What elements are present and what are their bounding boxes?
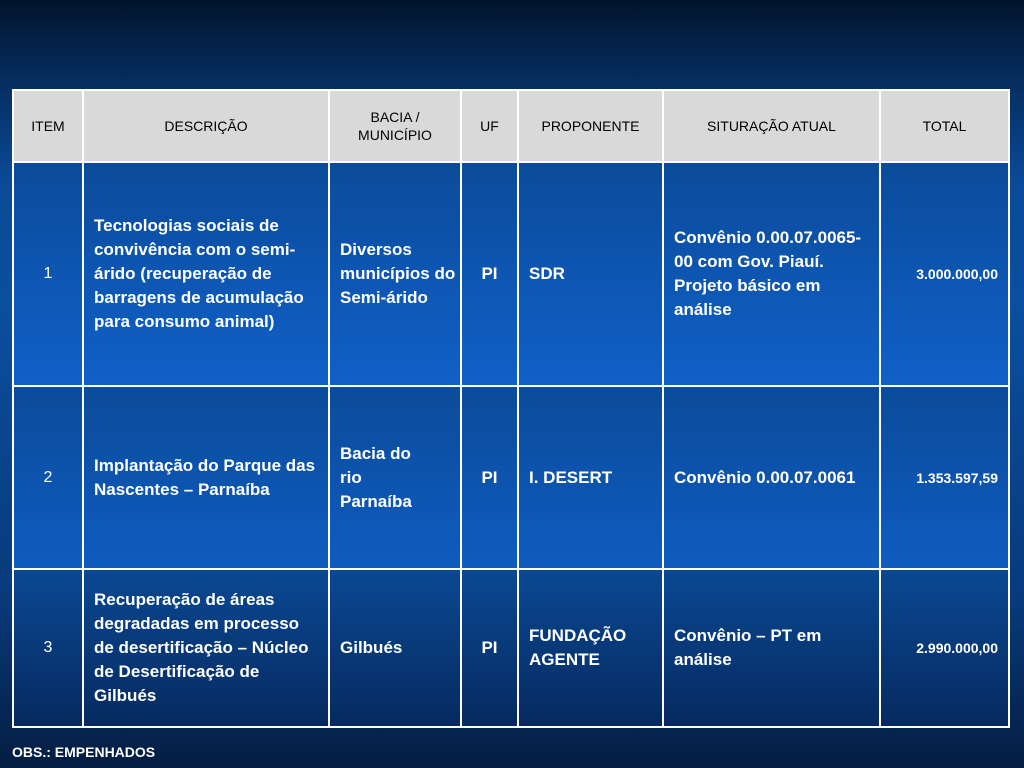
cell-total: 2.990.000,00 [880, 569, 1009, 727]
obs-footnote: OBS.: EMPENHADOS [12, 744, 156, 760]
table-header-row [13, 90, 1009, 162]
cell-item: 3 [13, 569, 83, 727]
cell-bacia: Gilbués [329, 569, 461, 727]
table-row [13, 162, 1009, 386]
projects-table [12, 89, 1010, 728]
cell-situacao: Convênio – PT em análise [663, 569, 880, 727]
header-bacia-text: BACIA / MUNICÍPIO [358, 109, 432, 143]
table-row [13, 569, 1009, 727]
header-bacia [329, 90, 461, 162]
table-row [13, 386, 1009, 569]
cell-proponente: I. DESERT [518, 386, 663, 569]
cell-bacia [329, 386, 461, 569]
header-total: TOTAL [880, 90, 1009, 162]
header-proponente: PROPONENTE [518, 90, 663, 162]
header-uf: UF [461, 90, 518, 162]
cell-situacao: Convênio 0.00.07.0061 [663, 386, 880, 569]
cell-total: 3.000.000,00 [880, 162, 1009, 386]
cell-descricao: Recuperação de áreas degradadas em processo de desertificação – Núcleo de Desertificação de Gilbués [83, 569, 329, 727]
cell-item: 1 [13, 162, 83, 386]
cell-descricao: Tecnologias sociais de convivência com o semi-árido (recuperação de barragens de acumulação para consumo animal) [83, 162, 329, 386]
header-situacao: SITURAÇÃO ATUAL [663, 90, 880, 162]
cell-item: 2 [13, 386, 83, 569]
cell-bacia-text: Bacia do rio Parnaíba [340, 443, 412, 511]
cell-uf: PI [461, 162, 518, 386]
cell-bacia: Diversos municípios do Semi-árido [329, 162, 461, 386]
header-descricao: DESCRIÇÃO [83, 90, 329, 162]
cell-situacao: Convênio 0.00.07.0065-00 com Gov. Piauí. Projeto básico em análise [663, 162, 880, 386]
cell-uf: PI [461, 569, 518, 727]
cell-total: 1.353.597,59 [880, 386, 1009, 569]
cell-proponente: FUNDAÇÃO AGENTE [518, 569, 663, 727]
header-item: ITEM [13, 90, 83, 162]
cell-uf: PI [461, 386, 518, 569]
cell-descricao: Implantação do Parque das Nascentes – Parnaíba [83, 386, 329, 569]
cell-proponente: SDR [518, 162, 663, 386]
